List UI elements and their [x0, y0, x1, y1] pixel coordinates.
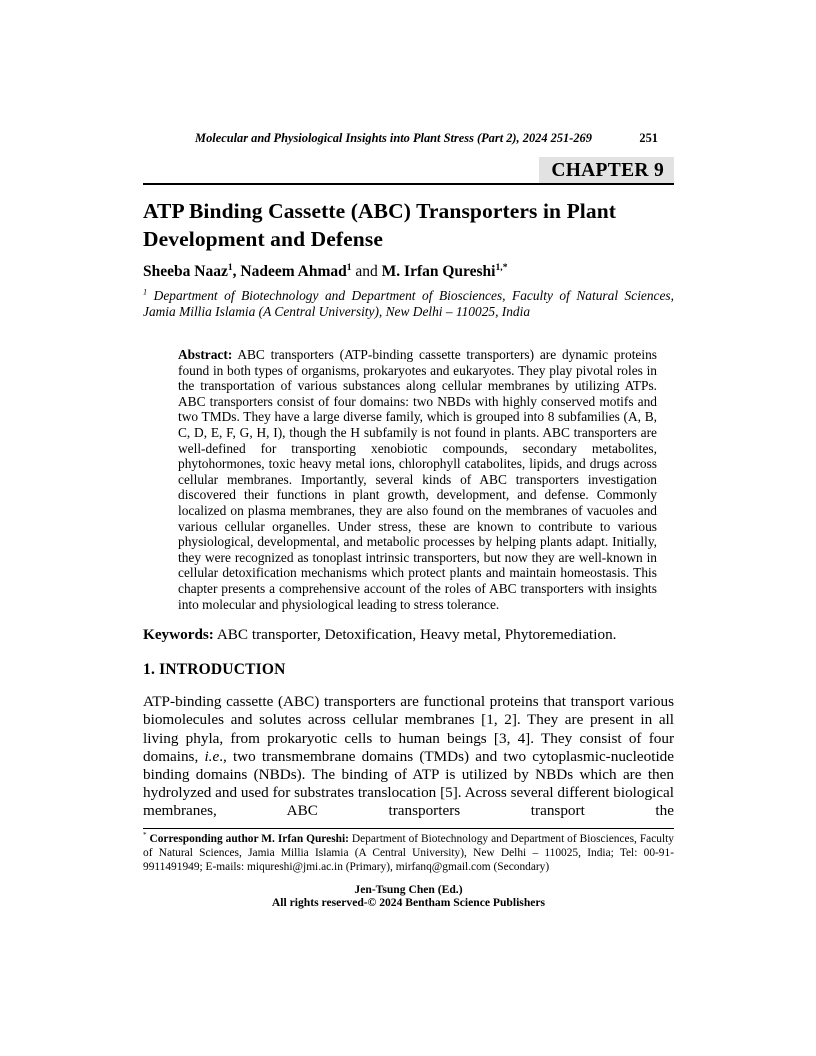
- affiliation: [143, 288, 674, 319]
- chapter-banner: CHAPTER 9: [539, 157, 674, 183]
- affiliation-mark: 1: [143, 287, 148, 297]
- chapter-banner-row: [143, 157, 674, 185]
- editor-line: Jen-Tsung Chen (Ed.): [354, 882, 463, 896]
- author-1: Sheeba Naaz: [143, 263, 228, 280]
- page-number: 251: [639, 131, 658, 145]
- running-head-title: Molecular and Physiological Insights into Plant Stress (Part 2), 2024 251-269: [195, 131, 592, 145]
- page-content: [143, 131, 674, 910]
- introduction-latin-abbrev: i.e: [204, 747, 220, 765]
- authors-line: [143, 263, 674, 281]
- affiliation-text: Department of Biotechnology and Department of Biosciences, Faculty of Natural Sciences, Jamia Millia Islamia (A Central University), New Delhi – 110025, India: [143, 288, 674, 319]
- introduction-text-2: ., two transmembrane domains (TMDs) and two cytoplasmic-nucleotide binding domains (NBDs). The binding of ATP is utilized by NBDs which are then hydrolyzed and used for substrates translocation [5]. Across several different biological membranes, ABC transporters transport the: [143, 747, 674, 820]
- footnote-marker: *: [143, 830, 147, 839]
- chapter-title: ATP Binding Cassette (ABC) Transporters in Plant Development and Defense: [143, 199, 617, 251]
- section-heading-introduction: 1. INTRODUCTION: [143, 661, 286, 679]
- author-2-affiliation-mark: 1: [346, 261, 352, 273]
- author-2: Nadeem Ahmad: [240, 263, 347, 280]
- footnote-text: Department of Biotechnology and Department of Biosciences, Faculty of Natural Sciences, Jamia Millia Islamia (A Central University), New Delhi – 110025, India; Tel: 00-91-9911491949; E-mails: miqureshi@jmi.ac.in (Primary), mirfanq@gmail.com (Secondary): [143, 832, 674, 873]
- keywords: [143, 626, 674, 644]
- keywords-text: ABC transporter, Detoxification, Heavy metal, Phytoremediation.: [213, 626, 617, 644]
- author-separator: ,: [232, 263, 241, 280]
- abstract: [178, 347, 657, 612]
- imprint-footer: [143, 883, 674, 910]
- corresponding-author-footnote: [143, 832, 674, 874]
- footnote-label: Corresponding author M. Irfan Qureshi:: [146, 832, 349, 845]
- author-conjunction: and: [351, 263, 382, 280]
- abstract-label: Abstract:: [178, 347, 233, 362]
- author-1-affiliation-mark: 1: [227, 261, 233, 273]
- running-head: [143, 131, 674, 146]
- author-3: M. Irfan Qureshi: [381, 263, 496, 280]
- author-3-affiliation-mark: 1,*: [495, 261, 508, 273]
- footnote-divider: [143, 828, 674, 829]
- introduction-paragraph: [143, 693, 674, 820]
- rights-line: All rights reserved-© 2024 Bentham Science Publishers: [271, 896, 546, 910]
- keywords-label: Keywords:: [143, 626, 214, 644]
- introduction-text-1: ATP-binding cassette (ABC) transporters are functional proteins that transport various biomolecules and solutes across cellular membranes [1, 2]. They are present in all living phyla, from prokaryotic cells to human beings [3, 4]. They consist of four domains,: [143, 693, 674, 765]
- abstract-text: ABC transporters (ATP-binding cassette transporters) are dynamic proteins found in both types of organisms, prokaryotes and eukaryotes. They play pivotal roles in the transportation of various substances along cellular membranes by utilizing ATPs. ABC transporters consist of four domains: two NBDs with highly conserved motifs and two TMDs. They have a large diverse family, which is grouped into 8 subfamilies (A, B, C, D, E, F, G, H, I), though the H subfamily is not found in plants. ABC transporters are well-defined for transporting xenobiotic compounds, secondary metabolites, phytohormones, toxic heavy metal ions, chlorophyll catabolites, lipids, and drugs across cellular membranes. Importantly, several kinds of ABC transporters investigation discovered their functions in plant growth, development, and defense. Commonly localized on plasma membranes, they are also found on the membranes of vacuoles and various cellular organelles. Under stress, these are known to contribute to various physiological, developmental, and metabolic processes by helping plants adapt. Initially, they were recognized as tonoplast intrinsic transporters, but now they are well-known in cellular detoxification mechanisms which protect plants and maintain homeostasis. This chapter presents a comprehensive account of the roles of ABC transporters with insights into molecular and physiological leading to stress tolerance.: [178, 347, 657, 612]
